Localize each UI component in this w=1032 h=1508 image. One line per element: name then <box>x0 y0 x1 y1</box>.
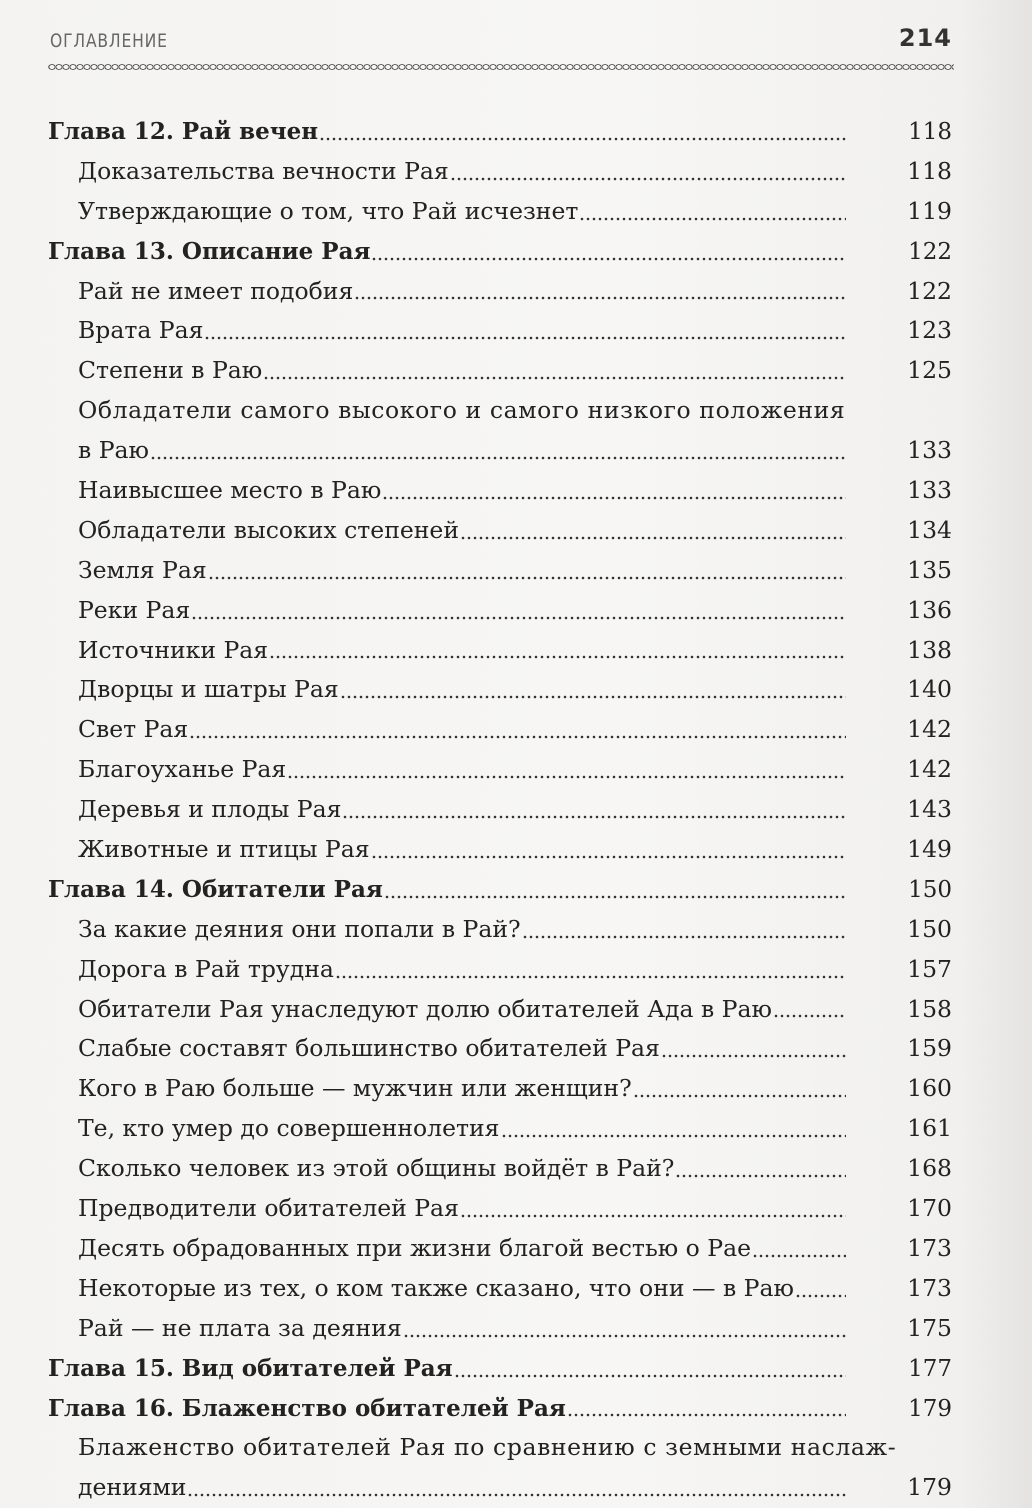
entry-page-number: 149 <box>907 835 952 864</box>
entry-page-number: 173 <box>907 1273 952 1302</box>
entry-page-number: 160 <box>907 1074 952 1103</box>
entry-title: Врата Рая <box>78 316 204 345</box>
toc-section-entry[interactable] <box>48 990 952 1030</box>
ornamental-rule <box>48 62 954 72</box>
entry-title-line-2: в Раю <box>78 436 149 465</box>
entry-title: Степени в Раю <box>78 356 263 385</box>
entry-page-number: 136 <box>907 595 952 624</box>
entry-page-number: 140 <box>907 675 952 704</box>
entry-title: Те, кто умер до совершеннолетия <box>78 1114 500 1143</box>
entry-title: Десять обрадованных при жизни благой вестью о Рае <box>78 1233 752 1262</box>
entry-title: Животные и птицы Рая <box>78 835 370 864</box>
dot-leader <box>355 296 846 300</box>
running-header-title: ОГЛАВЛЕНИЕ <box>50 30 168 52</box>
toc-section-entry[interactable] <box>48 311 952 351</box>
dot-leader <box>451 177 846 181</box>
entry-title: Свет Рая <box>78 715 189 744</box>
entry-page-number: 134 <box>907 515 952 544</box>
entry-title: Утверждающие о том, что Рай исчезнет <box>78 196 579 225</box>
dot-leader <box>502 1134 847 1138</box>
entry-page-number: 133 <box>907 436 952 465</box>
dot-leader <box>753 1254 846 1258</box>
entry-title-line-1: Блаженство обитателей Рая по сравнению с земными наслаж- <box>78 1433 897 1462</box>
entry-page-number: 157 <box>907 954 952 983</box>
toc-section-entry[interactable] <box>48 152 952 192</box>
entry-page-number: 135 <box>907 555 952 584</box>
toc-section-entry[interactable] <box>48 1229 952 1269</box>
entry-title: Источники Рая <box>78 635 269 664</box>
entry-page-number: 179 <box>908 1395 952 1422</box>
dot-leader <box>774 1014 846 1018</box>
entry-title: Некоторые из тех, о ком также сказано, что они — в Раю <box>78 1273 794 1302</box>
dot-leader <box>404 1334 846 1338</box>
entry-page-number: 118 <box>908 119 952 145</box>
toc-section-entry[interactable] <box>48 631 952 671</box>
entry-page-number: 133 <box>907 476 952 505</box>
toc-chapter-entry[interactable] <box>48 232 952 272</box>
entry-title: Рай не имеет подобия <box>78 276 354 305</box>
entry-page-number: 179 <box>907 1473 952 1502</box>
entry-title: Кого в Раю больше — мужчин или женщин? <box>78 1074 632 1103</box>
dot-leader <box>461 1214 846 1218</box>
entry-page-number: 122 <box>908 238 952 265</box>
entry-page-number: 161 <box>907 1114 952 1143</box>
dot-leader <box>270 655 846 659</box>
dot-leader <box>383 496 846 500</box>
toc-section-entry[interactable] <box>48 192 952 232</box>
entry-title: Наивысшее место в Раю <box>78 476 382 505</box>
entry-page-number: 123 <box>907 316 952 345</box>
toc-section-entry[interactable] <box>48 272 952 312</box>
toc-section-entry[interactable] <box>48 1149 952 1189</box>
dot-leader <box>455 1374 846 1378</box>
dot-leader <box>461 536 846 540</box>
toc-section-entry[interactable] <box>48 511 952 551</box>
dot-leader <box>523 935 846 939</box>
toc-section-entry[interactable] <box>48 351 952 391</box>
dot-leader <box>385 895 846 899</box>
entry-page-number: 125 <box>907 356 952 385</box>
entry-title: Обладатели высоких степеней <box>78 515 459 544</box>
entry-title: Земля Рая <box>78 555 207 584</box>
entry-title: Глава 16. Блаженство обитателей Рая <box>48 1394 566 1422</box>
toc-section-entry[interactable] <box>48 750 952 790</box>
toc-section-entry[interactable] <box>48 1069 952 1109</box>
entry-page-number: 118 <box>907 156 952 185</box>
dot-leader <box>205 336 846 340</box>
entry-page-number: 150 <box>907 914 952 943</box>
entry-title: Глава 14. Обитатели Рая <box>48 875 383 903</box>
entry-page-number: 158 <box>907 994 952 1023</box>
entry-title: Слабые составят большинство обитателей Рая <box>78 1034 660 1063</box>
toc-section-entry[interactable] <box>48 830 952 870</box>
toc-section-entry[interactable] <box>48 1309 952 1349</box>
toc-section-entry[interactable] <box>48 790 952 830</box>
dot-leader <box>209 576 846 580</box>
entry-title: Сколько человек из этой общины войдёт в Рай? <box>78 1154 675 1183</box>
entry-page-number: 142 <box>907 715 952 744</box>
entry-title: Дорога в Рай трудна <box>78 954 334 983</box>
toc-section-entry[interactable] <box>48 710 952 750</box>
dot-leader <box>288 775 846 779</box>
entry-title: Предводители обитателей Рая <box>78 1194 459 1223</box>
entry-title: Благоуханье Рая <box>78 755 287 784</box>
dot-leader <box>264 376 846 380</box>
toc-section-entry[interactable] <box>48 670 952 710</box>
toc-section-entry[interactable] <box>48 1029 952 1069</box>
entry-page-number: 119 <box>907 196 952 225</box>
dot-leader <box>336 975 846 979</box>
dot-leader <box>372 855 846 859</box>
dot-leader <box>192 616 846 620</box>
toc-section-entry[interactable] <box>48 950 952 990</box>
dot-leader <box>796 1294 846 1298</box>
dot-leader <box>320 137 846 141</box>
page-number: 214 <box>898 24 952 52</box>
entry-title: Дворцы и шатры Рая <box>78 675 339 704</box>
toc-section-entry[interactable] <box>48 391 952 471</box>
toc-section-entry[interactable] <box>48 910 952 950</box>
dot-leader <box>341 695 846 699</box>
entry-title: Рай — не плата за деяния <box>78 1313 402 1342</box>
dot-leader <box>662 1054 846 1058</box>
entry-title: Деревья и плоды Рая <box>78 795 342 824</box>
entry-page-number: 150 <box>908 876 952 903</box>
toc-section-entry[interactable] <box>48 591 952 631</box>
entry-title: Глава 13. Описание Рая <box>48 237 371 265</box>
toc-chapter-entry[interactable] <box>48 1389 952 1429</box>
dot-leader <box>568 1413 846 1417</box>
toc-chapter-entry[interactable] <box>48 1349 952 1389</box>
dot-leader <box>676 1174 846 1178</box>
dot-leader <box>190 735 846 739</box>
toc-section-entry[interactable] <box>48 1109 952 1149</box>
table-of-contents <box>48 112 952 1508</box>
entry-page-number: 175 <box>907 1313 952 1342</box>
toc-section-entry[interactable] <box>48 551 952 591</box>
toc-section-entry[interactable] <box>48 471 952 511</box>
toc-chapter-entry[interactable] <box>48 870 952 910</box>
entry-title-line-1: Обладатели самого высокого и самого низкого положения <box>78 396 846 425</box>
entry-page-number: 143 <box>907 795 952 824</box>
page-header <box>50 22 952 62</box>
toc-chapter-entry[interactable] <box>48 112 952 152</box>
entry-page-number: 173 <box>907 1233 952 1262</box>
entry-page-number: 159 <box>907 1034 952 1063</box>
entry-page-number: 177 <box>908 1355 952 1382</box>
entry-title: Глава 12. Рай вечен <box>48 118 319 145</box>
entry-title: Реки Рая <box>78 595 191 624</box>
dot-leader <box>580 217 846 221</box>
dot-leader <box>343 815 846 819</box>
dot-leader <box>372 257 846 261</box>
entry-title-line-2: дениями <box>78 1473 187 1502</box>
toc-section-entry[interactable] <box>48 1428 952 1508</box>
entry-page-number: 170 <box>907 1194 952 1223</box>
dot-leader <box>188 1493 846 1497</box>
entry-page-number: 122 <box>907 276 952 305</box>
toc-section-entry[interactable] <box>48 1189 952 1229</box>
entry-page-number: 138 <box>907 635 952 664</box>
entry-title: Обитатели Рая унаследуют долю обитателей Ада в Раю <box>78 994 772 1023</box>
entry-title: За какие деяния они попали в Рай? <box>78 914 521 943</box>
entry-page-number: 168 <box>907 1154 952 1183</box>
toc-section-entry[interactable] <box>48 1269 952 1309</box>
entry-title: Глава 15. Вид обитателей Рая <box>48 1354 453 1382</box>
entry-title: Доказательства вечности Рая <box>78 156 449 185</box>
dot-leader <box>151 456 846 460</box>
dot-leader <box>634 1094 846 1098</box>
entry-page-number: 142 <box>907 755 952 784</box>
